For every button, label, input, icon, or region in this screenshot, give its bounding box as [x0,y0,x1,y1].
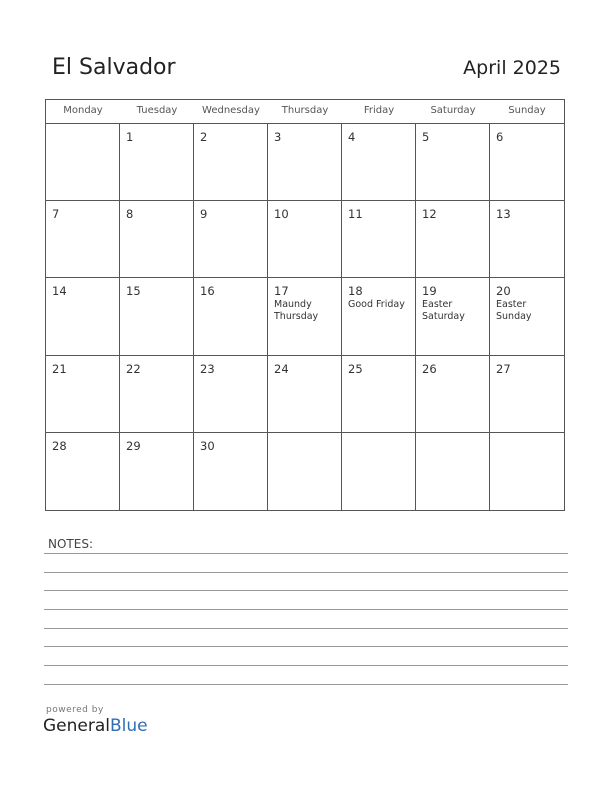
day-cell[interactable] [342,278,416,355]
day-number: 8 [126,207,134,222]
day-cell[interactable] [268,278,342,355]
holiday-label: Maundy Thursday [274,299,319,323]
day-cell[interactable] [194,201,268,278]
notes-line [44,590,568,591]
weekday-header: Sunday [490,100,564,124]
day-number: 27 [496,361,511,376]
day-cell[interactable] [416,278,490,355]
day-number: 16 [200,284,215,299]
day-cell[interactable] [342,433,416,510]
brand-logo[interactable] [43,716,148,736]
day-cell[interactable] [194,356,268,433]
day-number: 11 [348,207,363,222]
day-number: 18 [348,284,363,299]
day-number: 5 [422,130,430,144]
notes-line [44,665,568,666]
day-number: 15 [126,284,141,299]
notes-line [44,628,568,629]
day-cell[interactable] [490,278,564,355]
day-cell[interactable] [490,201,564,278]
day-cell[interactable] [194,124,268,201]
day-number: 7 [52,207,60,222]
day-number: 24 [274,361,289,376]
day-cell[interactable] [120,124,194,201]
day-number: 9 [200,207,208,222]
day-number: 10 [274,207,289,222]
notes-line [44,572,568,573]
day-number: 26 [422,361,437,376]
day-number: 20 [496,284,511,299]
day-number: 6 [496,130,504,144]
weekday-header: Monday [46,100,120,124]
weekday-header: Friday [342,100,416,124]
day-cell[interactable] [416,433,490,510]
day-cell[interactable] [120,201,194,278]
weekday-header: Thursday [268,100,342,124]
day-cell[interactable] [120,278,194,355]
day-cell[interactable] [416,356,490,433]
day-number: 13 [496,207,511,222]
holiday-label: Easter Sunday [496,299,532,323]
holiday-label: Easter Saturday [422,299,465,323]
day-cell[interactable] [268,433,342,510]
notes-line [44,609,568,610]
day-cell[interactable] [490,124,564,201]
weekday-header: Wednesday [194,100,268,124]
weekday-header: Tuesday [120,100,194,124]
day-cell[interactable] [490,433,564,510]
day-cell[interactable] [268,356,342,433]
holiday-label: Good Friday [348,299,405,311]
day-number: 12 [422,207,437,222]
day-cell[interactable] [46,433,120,510]
day-number: 28 [52,438,67,453]
powered-by-text: powered by [46,705,104,715]
month-title: April 2025 [463,57,561,79]
calendar-grid [45,99,565,511]
day-number: 1 [126,130,134,144]
day-number: 23 [200,361,215,376]
brand-name-general: General [43,716,110,736]
day-cell[interactable] [194,433,268,510]
day-number: 3 [274,130,282,144]
day-number: 2 [200,130,208,144]
day-number: 14 [52,284,67,299]
day-number: 22 [126,361,141,376]
notes-line [44,553,568,554]
day-cell[interactable] [268,201,342,278]
day-number: 30 [200,438,215,453]
day-number: 19 [422,284,437,299]
day-number: 25 [348,361,363,376]
day-number: 21 [52,361,67,376]
day-cell[interactable] [268,124,342,201]
day-cell[interactable] [342,201,416,278]
country-title: El Salvador [52,55,176,80]
day-cell[interactable] [46,124,120,201]
day-cell[interactable] [194,278,268,355]
day-cell[interactable] [490,356,564,433]
day-cell[interactable] [46,278,120,355]
notes-line [44,684,568,685]
weekday-header: Saturday [416,100,490,124]
day-number: 29 [126,438,141,453]
day-cell[interactable] [46,356,120,433]
notes-label: NOTES: [48,537,93,551]
brand-name-blue: Blue [110,716,148,736]
day-cell[interactable] [46,201,120,278]
day-cell[interactable] [342,356,416,433]
day-number: 17 [274,284,289,299]
day-number: 4 [348,130,356,144]
day-cell[interactable] [120,356,194,433]
day-cell[interactable] [416,201,490,278]
day-cell[interactable] [342,124,416,201]
day-cell[interactable] [120,433,194,510]
notes-line [44,646,568,647]
day-cell[interactable] [416,124,490,201]
